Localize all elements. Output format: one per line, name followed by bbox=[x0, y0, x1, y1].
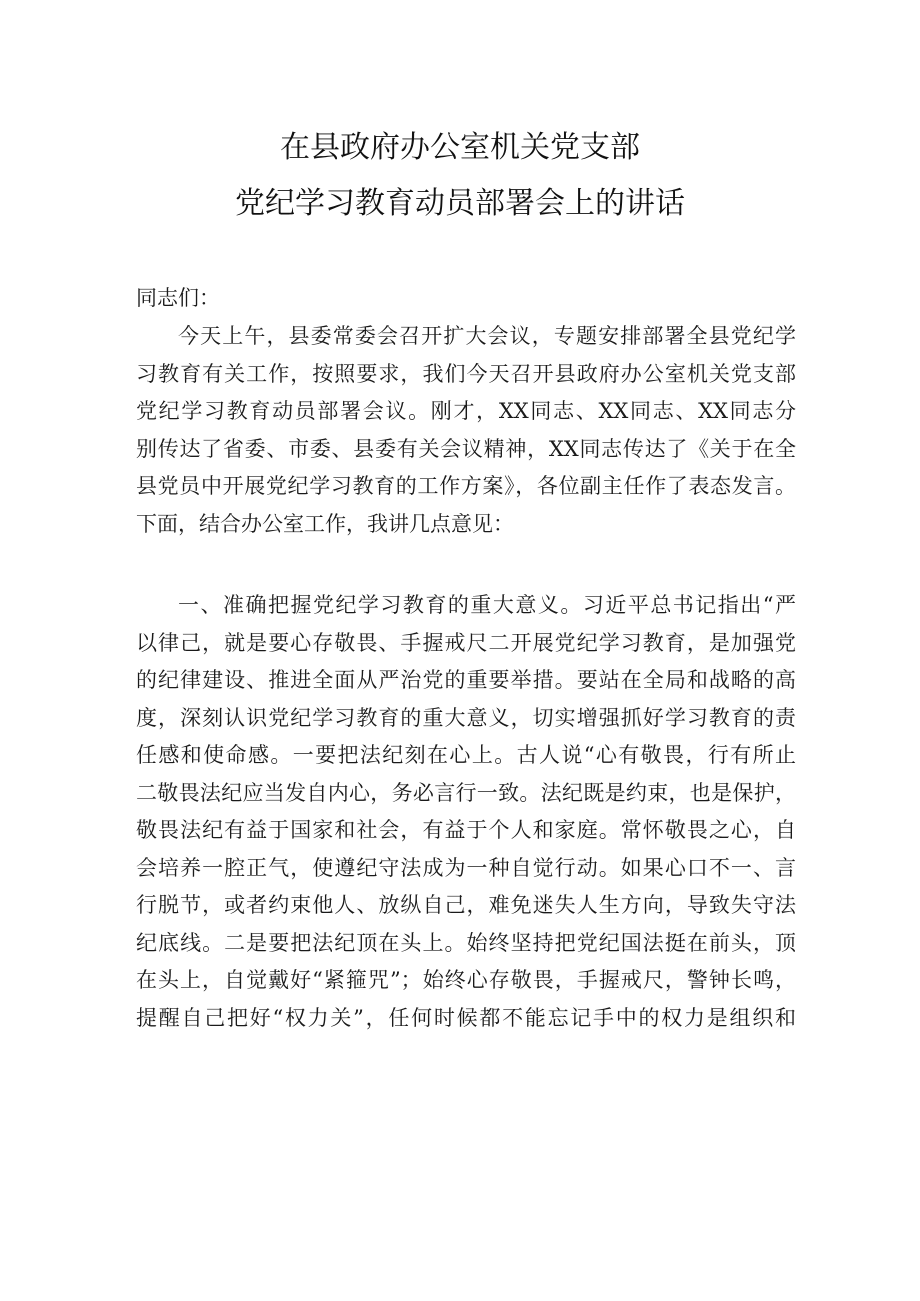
document-title-line-2: 党纪学习教育动员部署会上的讲话 bbox=[235, 186, 685, 221]
document-title-line-1: 在县政府办公室机关党支部 bbox=[280, 130, 640, 165]
salutation: 同志们： bbox=[136, 286, 220, 310]
paragraph-line: 的纪律建设、推进全面从严治党的重要举措。要站在全局和战略的高 bbox=[136, 668, 796, 692]
paragraph-line: 下面，结合办公室工作，我讲几点意见： bbox=[136, 511, 514, 536]
paragraph-line: 以律己，就是要心存敬畏、手握戒尺二开展党纪学习教育，是加强党 bbox=[136, 630, 796, 655]
paragraph-line: 会培养一腔正气，使遵纪守法成为一种自觉行动。如果心口不一、言 bbox=[136, 855, 796, 880]
paragraph-line: 提醒自己把好“权力关”，任何时候都不能忘记手中的权力是组织和 bbox=[136, 1005, 796, 1030]
paragraph-line: 今天上午，县委常委会召开扩大会议，专题安排部署全县党纪学 bbox=[178, 324, 796, 348]
paragraph-line: 县党员中开展党纪学习教育的工作方案》，各位副主任作了表态发言。 bbox=[136, 474, 796, 498]
paragraph-line: 敬畏法纪有益于国家和社会，有益于个人和家庭。常怀敬畏之心，自 bbox=[136, 818, 796, 842]
paragraph-line: 一、准确把握党纪学习教育的重大意义。习近平总书记指出“严 bbox=[178, 593, 796, 617]
paragraph-line: 行脱节，或者约束他人、放纵自己，难免迷失人生方向，导致失守法 bbox=[136, 893, 796, 917]
paragraph-line: 度，深刻认识党纪学习教育的重大意义，切实增强抓好学习教育的责 bbox=[136, 705, 796, 730]
paragraph-line: 别传达了省委、市委、县委有关会议精神，XX同志传达了《关于在全 bbox=[136, 436, 796, 461]
paragraph-line: 二敬畏法纪应当发自内心，务必言行一致。法纪既是约束，也是保护， bbox=[136, 780, 796, 805]
paragraph-line: 纪底线。二是要把法纪顶在头上。始终坚持把党纪国法挺在前头，顶 bbox=[136, 930, 796, 955]
paragraph-line: 党纪学习教育动员部署会议。刚才，XX同志、XX同志、XX同志分 bbox=[136, 399, 796, 423]
paragraph-line: 习教育有关工作，按照要求，我们今天召开县政府办公室机关党支部 bbox=[136, 361, 796, 386]
paragraph-1 bbox=[136, 318, 796, 543]
paragraph-2 bbox=[136, 587, 796, 1037]
paragraph-line: 任感和使命感。一要把法纪刻在心上。古人说“心有敬畏，行有所止 bbox=[136, 743, 796, 767]
paragraph-line: 在头上，自觉戴好“紧箍咒”；始终心存敬畏，手握戒尺，警钟长鸣， bbox=[136, 968, 796, 992]
